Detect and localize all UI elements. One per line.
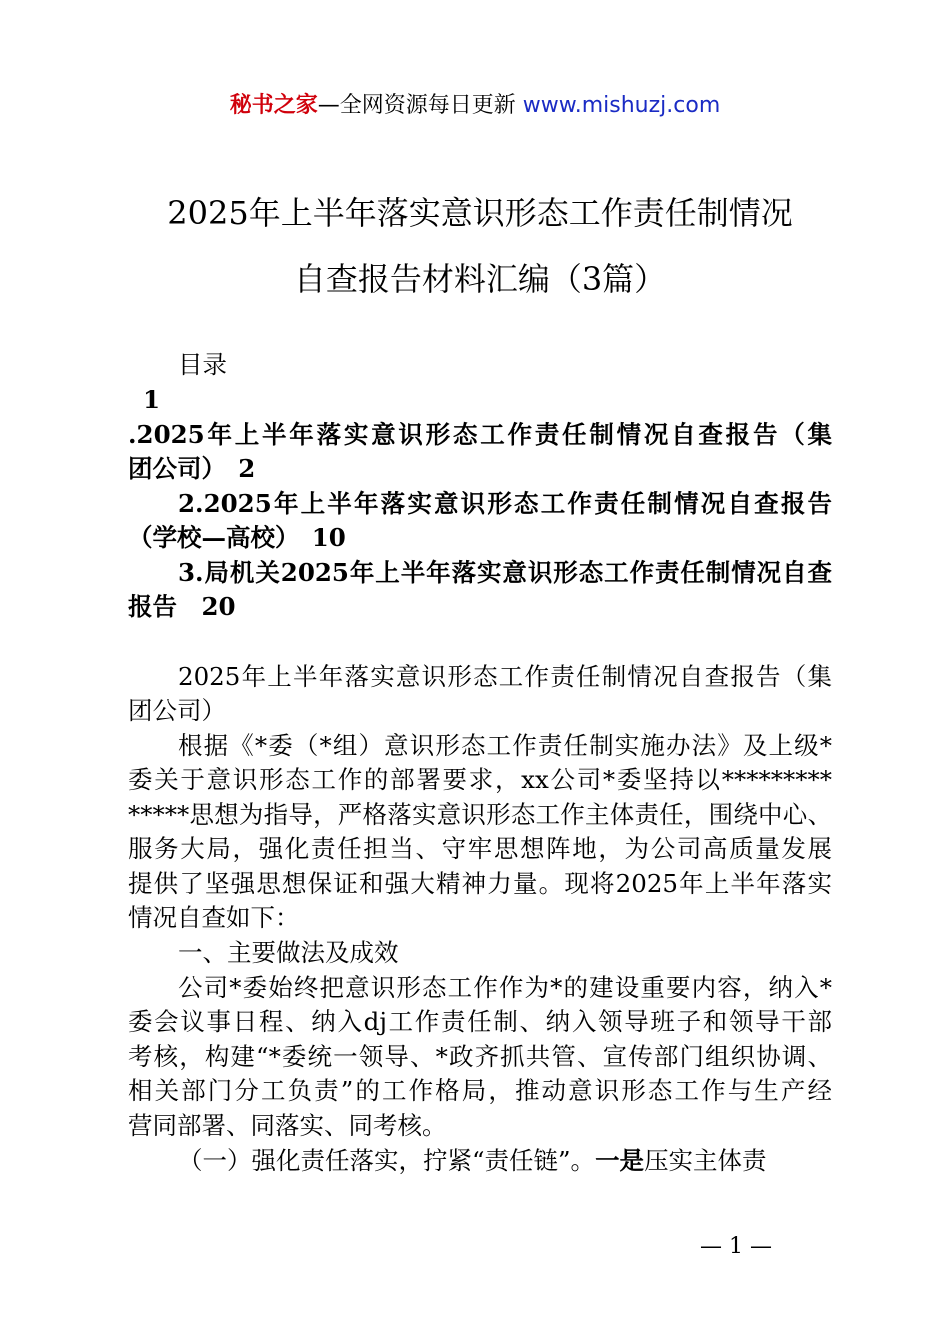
toc-item-3-line-2[interactable]: 报告 20 [128,592,236,621]
section-heading: 一、主要做法及成效 [178,938,399,967]
body-line: 考核，构建“*委统一领导、*政齐抓共管、宣传部门组织协调、 [128,1042,832,1071]
body-line: 情况自查如下： [128,903,300,932]
site-header [0,88,950,119]
toc-number: 1 [143,385,161,414]
body-line: 营同部署、同落实、同考核。 [128,1111,447,1140]
site-url[interactable]: www.mishuzj.com [522,93,721,118]
emphasis-first: 一是 [595,1146,645,1175]
body-line: 团公司） [128,696,226,725]
body-text: 压实主体责 [644,1146,767,1175]
body-line: 公司*委始终把意识形态工作作为*的建设重要内容，纳入* [178,973,832,1002]
body-line: 提供了坚强思想保证和强大精神力量。现将2025年上半年落实 [128,869,832,898]
body-line: 相关部门分工负责”的工作格局，推动意识形态工作与生产经 [128,1076,832,1105]
body-line: 服务大局，强化责任担当、守牢思想阵地，为公司高质量发展 [128,834,832,863]
body-line: 2025年上半年落实意识形态工作责任制情况自查报告（集 [178,662,832,691]
header-tagline: —全网资源每日更新 [317,93,516,118]
body-line: 委关于意识形态工作的部署要求，xx公司*委坚持以********* [128,765,832,794]
subsection-heading: （一）强化责任落实，拧紧“责任链”。 [178,1146,596,1175]
toc-item-1-line-1[interactable]: .2025年上半年落实意识形态工作责任制情况自查报告（集 [128,420,832,449]
toc-item-2-line-1[interactable]: 2.2025年上半年落实意识形态工作责任制情况自查报告 [178,489,832,518]
subsection-line [178,1144,767,1178]
document-title-line-1: 2025年上半年落实意识形态工作责任制情况 [167,194,793,232]
brand-name: 秘书之家 [229,93,318,118]
body-line: 委会议事日程、纳入dj工作责任制、纳入领导班子和领导干部 [128,1007,832,1036]
toc-item-3-line-1[interactable]: 3.局机关2025年上半年落实意识形态工作责任制情况自查 [178,558,832,587]
toc-item-2-line-2[interactable]: （学校—高校） 10 [128,523,346,552]
body-line: 根据《*委（*组）意识形态工作责任制实施办法》及上级* [178,731,832,760]
toc-item-1-line-2[interactable]: 团公司） 2 [128,454,256,483]
page-number: — 1 — [700,1234,772,1259]
toc-heading: 目录 [178,350,227,379]
document-title-line-2: 自查报告材料汇编（3篇） [293,260,667,298]
body-line: *****思想为指导，严格落实意识形态工作主体责任，围绕中心、 [128,800,832,829]
